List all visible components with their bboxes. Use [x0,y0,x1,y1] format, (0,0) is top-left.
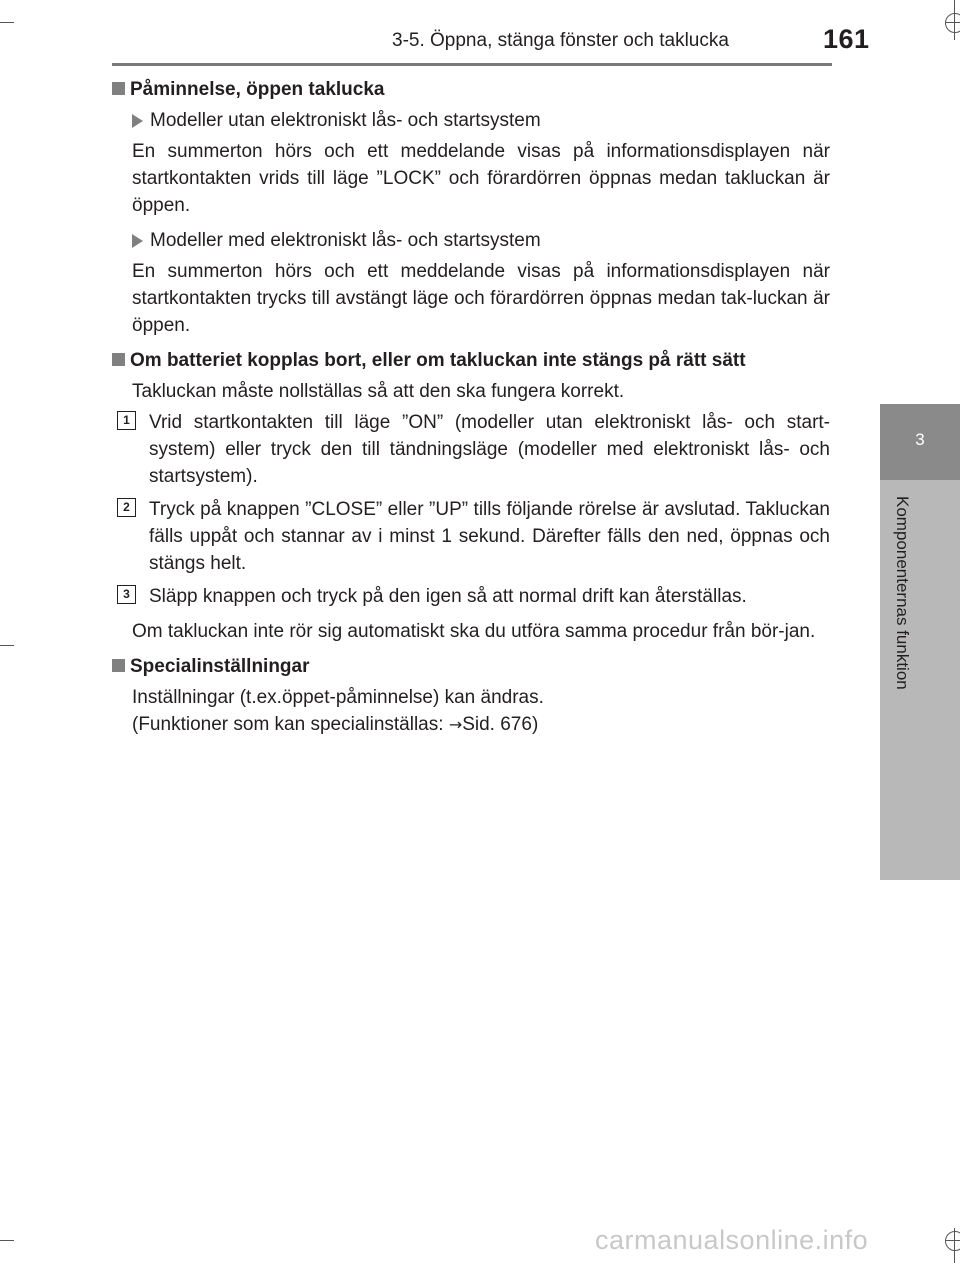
square-bullet-icon [112,659,125,672]
chapter-label: Komponenternas funktion [893,496,912,690]
paragraph: En summerton hörs och ett meddelande visas på informationsdisplayen när startkontakten vrids till läge ”LOCK” och förardörren öppnas medan takluckan är öppen. [132,141,830,216]
registration-mark [945,1231,960,1251]
step-number: 1 [117,411,136,430]
square-bullet-icon [112,353,125,366]
settings-reference: (Funktioner som kan specialinställas: →Sid. 676) [132,714,539,735]
page-content [110,76,830,738]
paragraph: Om takluckan inte rör sig automatiskt ska du utföra samma procedur från bör-jan. [132,621,816,642]
triangle-bullet-icon [132,234,143,248]
step-number: 2 [117,498,136,517]
step-item: 1 Vrid startkontakten till läge ”ON” (modeller utan elektroniskt lås- och start-system) eller tryck den till tändningsläge (modeller med elektroniskt lås- och startsystem). [110,409,830,490]
step-item: 3 Släpp knappen och tryck på den igen så att normal drift kan återställas. [110,583,830,610]
section-heading: Specialinställningar [110,653,830,680]
section-heading: Om batteriet kopplas bort, eller om takluckan inte stängs på rätt sätt [110,347,830,374]
square-bullet-icon [112,82,125,95]
registration-mark [945,13,960,33]
right-arrow-icon: → [448,715,463,734]
chapter-number: 3 [915,430,925,449]
page-reference-link[interactable]: Sid. 676) [462,714,539,735]
section-heading: Påminnelse, öppen taklucka [110,76,830,103]
step-number: 3 [117,585,136,604]
step-item: 2 Tryck på knappen ”CLOSE” eller ”UP” tills följande rörelse är avslutad. Takluckan fälls uppåt och stannar av i minst 1 sekund. Därefter fälls den ned, öppnas och stängs helt. [110,496,830,577]
header-divider [112,63,832,66]
paragraph: Takluckan måste nollställas så att den ska fungera korrekt. [132,381,625,402]
settings-text: Inställningar (t.ex.öppet-påminnelse) kan ändras. [132,687,544,708]
subsection-title: Modeller utan elektroniskt lås- och startsystem [110,107,830,134]
watermark: carmanualsonline.info [595,1225,869,1255]
crop-mark [0,1240,14,1241]
paragraph [110,684,830,738]
crop-mark [0,645,14,646]
chapter-tab [880,404,960,480]
crop-mark [0,22,14,23]
subsection-title: Modeller med elektroniskt lås- och startsystem [110,227,830,254]
page-number: 161 [823,24,870,54]
triangle-bullet-icon [132,114,143,128]
paragraph: En summerton hörs och ett meddelande visas på informationsdisplayen när startkontakten trycks till avstängt läge och förardörren öppnas medan tak-luckan är öppen. [132,261,830,336]
page-section-title: 3-5. Öppna, stänga fönster och taklucka [392,30,729,51]
